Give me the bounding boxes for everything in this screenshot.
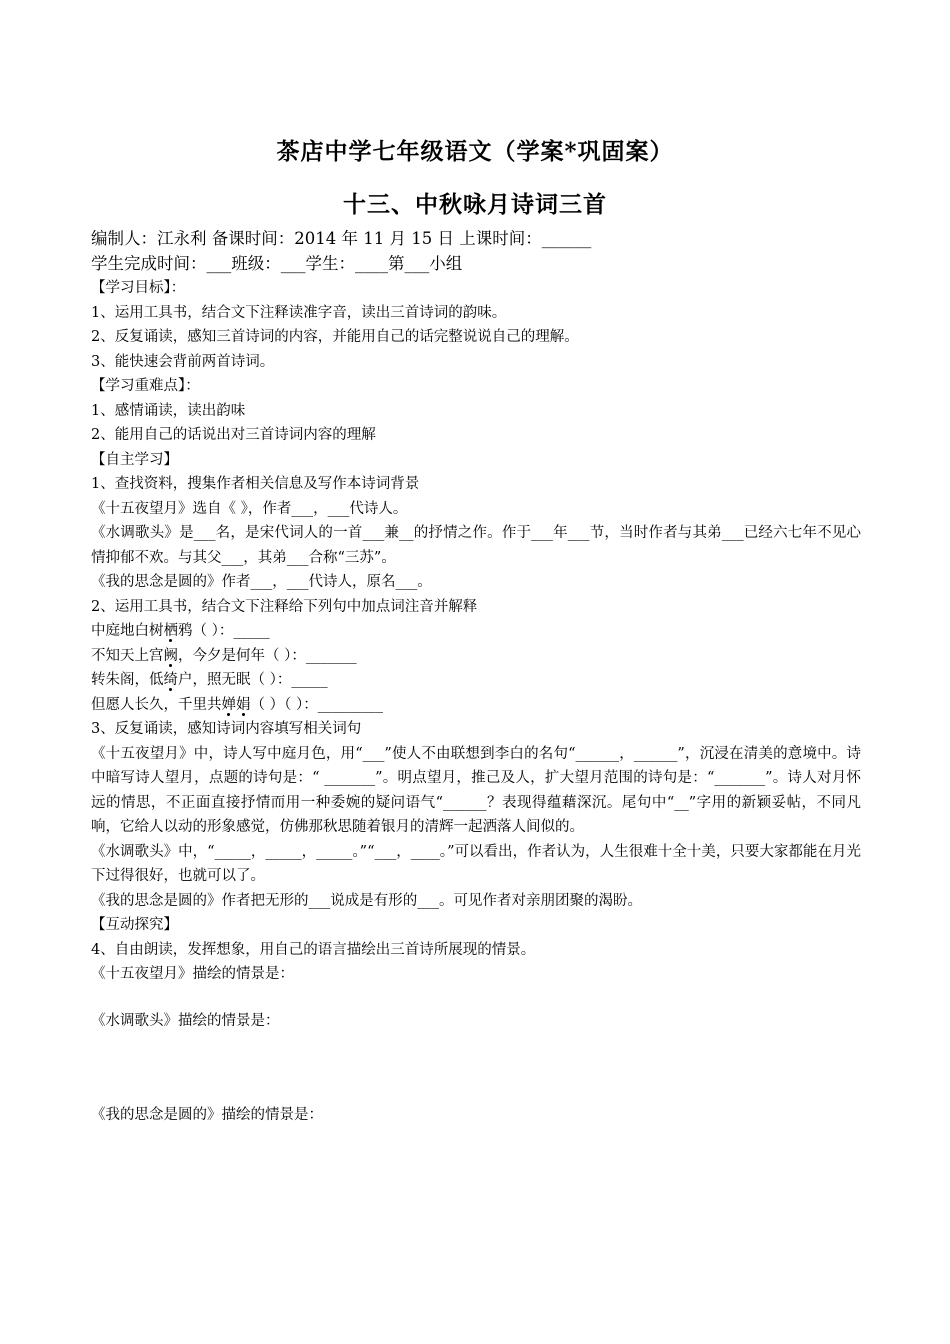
worksheet-body [91, 226, 861, 1128]
section-heading-key-points: 【学习重难点】： [91, 378, 200, 394]
question-3-poem-3: 《我的思念是圆的》作者把无形的___说成是有形的___。可见作者对亲朋团聚的渴盼。 [91, 892, 642, 909]
question-1-poem-2: 《水调歌头》是___名，是宋代词人的一首___兼__的抒情之作。作于___年___节，当时作者与其弟___已经六七年不见心情抑郁不欢。与其父___，其弟___合称“三苏”。 [91, 525, 861, 566]
scene-prompt-3: 《我的思念是圆的》描绘的情景是： [91, 1107, 323, 1123]
student-info-line: 学生完成时间：___班级：___学生：____第___小组 [91, 254, 463, 273]
answer-space [91, 1033, 861, 1103]
lesson-title: 十三、中秋咏月诗词三首 [343, 191, 607, 218]
author-info-line: 编制人：江永利 备课时间：2014 年 11 月 15 日 上课时间：______ [91, 229, 592, 248]
question-3-poem-1: 《十五夜望月》中，诗人写中庭月色，用“___”使人不由联想到李白的名句“______，______”，沉浸在清美的意境中。诗中暗写诗人望月，点题的诗句是：“ _______”。明点望月，推己及人，扩大望月范围的诗句是：“_______”。诗人对月怀远的情思，不正面直接抒情而用一种委婉的疑问语气“______？表现得蕴藉深沉。尾句中“__”字用的新颖妥帖，不同凡响，它给人以动的形象感觉，仿佛那秋思随着银月的清辉一起洒落人间似的。 [91, 745, 861, 835]
answer-space [91, 987, 861, 1009]
key-point-item: 2、能用自己的话说出对三首诗词内容的理解 [91, 427, 376, 443]
document-title: 茶店中学七年级语文（学案*巩固案） [276, 138, 674, 165]
question-2: 2、运用工具书，结合文下注释给下列句中加点词注音并解释 [91, 598, 478, 615]
goal-item: 3、能快速会背前两首诗词。 [91, 353, 275, 370]
section-heading-explore: 【互动探究】 [91, 917, 178, 933]
annotation-item: 中庭地白树栖鸦（ ）：_____ [91, 623, 270, 639]
goal-item: 2、反复诵读，感知三首诗词的内容，并能用自己的话完整说说自己的理解。 [91, 329, 579, 345]
question-1-poem-3: 《我的思念是圆的》作者___，___代诗人，原名___。 [91, 574, 432, 590]
scene-prompt-2: 《水调歌头》描绘的情景是： [91, 1012, 280, 1029]
goal-item: 1、运用工具书，结合文下注释读准字音，读出三首诗词的韵味。 [91, 304, 507, 321]
dotted-character: 娟 [236, 696, 251, 713]
dotted-character: 婵 [221, 696, 236, 713]
key-point-item: 1、感情诵读，读出韵味 [91, 402, 246, 419]
question-3-poem-2: 《水调歌头》中，“_____，_____，_____。”“___，____。”可以看出，作者认为，人生很难十全十美，只要大家都能在月光下过得很好，也就可以了。 [91, 843, 861, 884]
question-1-poem-1: 《十五夜望月》选自《 》，作者___，___代诗人。 [91, 500, 408, 517]
scene-prompt-1: 《十五夜望月》描绘的情景是： [91, 966, 294, 982]
question-1: 1、查找资料，搜集作者相关信息及写作本诗词背景 [91, 476, 420, 492]
annotation-item: 不知天上宫阙，今夕是何年（ ）：_______ [91, 647, 357, 664]
annotation-item: 但愿人长久，千里共婵娟（ ）（ ）：_________ [91, 696, 383, 713]
section-heading-self-study: 【自主学习】 [91, 451, 178, 468]
annotation-item: 转朱阁，低绮户，照无眠（ ）：_____ [91, 672, 328, 688]
question-4: 4、自由朗读，发挥想象，用自己的语言描绘出三首诗所展现的情景。 [91, 941, 536, 958]
section-heading-goals: 【学习目标】： [91, 280, 186, 296]
dotted-character: 阙 [163, 647, 178, 664]
dotted-character: 栖 [163, 623, 178, 639]
question-3: 3、反复诵读，感知诗词内容填写相关词句 [91, 721, 362, 737]
dotted-character: 绮 [163, 672, 178, 688]
